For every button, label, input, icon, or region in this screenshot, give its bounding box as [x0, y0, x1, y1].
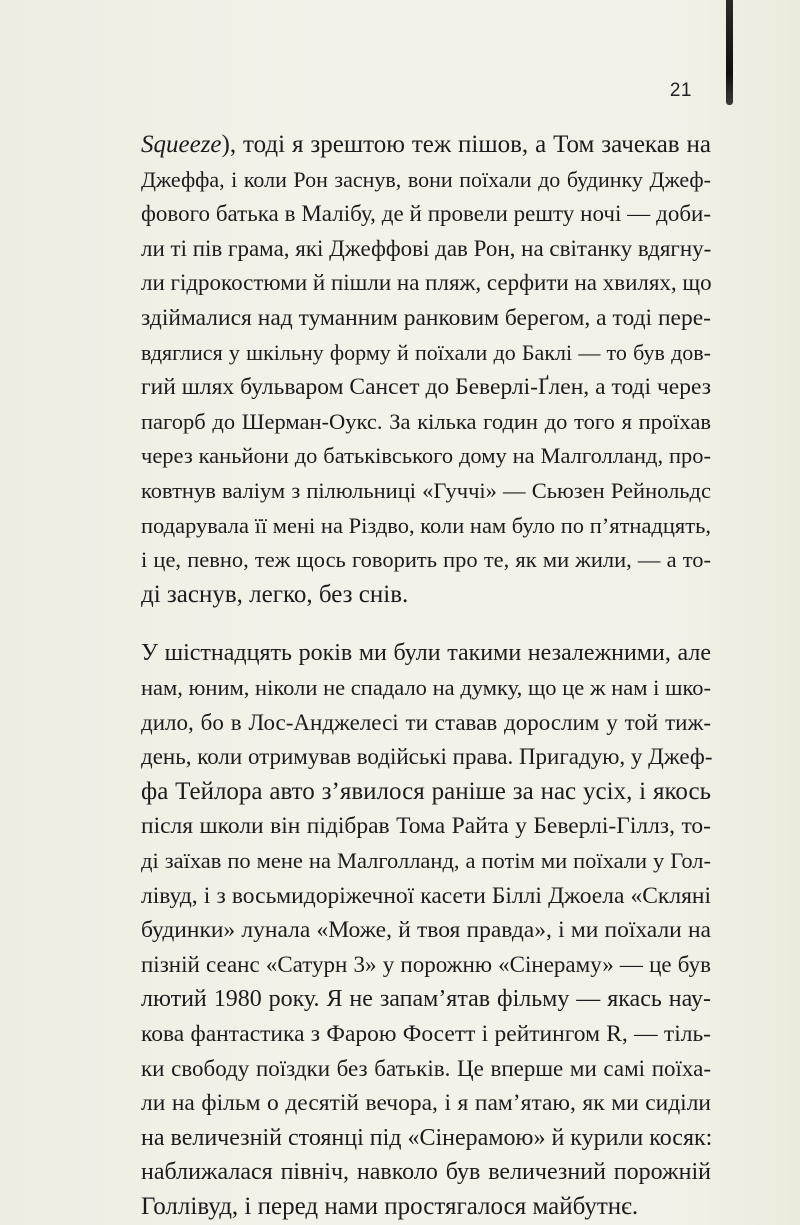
text-line: лівуд, і з восьмидоріжечної касети Біллі Джоела «Скляні	[141, 883, 711, 909]
text-line: ли ті пів грама, які Джеффові дав Рон, на світанку вдягну-	[141, 236, 712, 261]
text-line: гий шлях бульваром Сансет до Беверлі-Ґлен, а тоді через	[141, 374, 711, 400]
line-text: ), тоді я зрештою теж пішов, а Том зачекав на	[221, 131, 711, 158]
text-line: У шістнадцять років ми були такими незалежними, але	[141, 640, 711, 666]
text-line: ковтнув валіум з пілюльниці «Гуччі» — Сьюзен Рейнольдс	[141, 478, 711, 503]
text-line: ли на фільм о десятій вечора, і я пам’ятаю, як ми сиділи	[141, 1090, 711, 1116]
text-line: Джеффа, і коли Рон заснув, вони поїхали до будинку Джеф-	[141, 167, 711, 192]
text-line: кова фантастика з Фарою Фосетт і рейтингом R, — тіль-	[141, 1021, 711, 1047]
text-line: на величезній стоянці під «Сінерамою» й курили косяк:	[141, 1125, 713, 1151]
page-number: 21	[669, 80, 692, 101]
text-line: ки свободу поїздки без батьків. Це вперше ми самі поїха-	[141, 1056, 711, 1081]
text-line: фа Тейлора авто з’явилося раніше за нас усіх, і якось	[141, 778, 711, 805]
page-edge-mark	[726, 0, 733, 105]
italic-word: Squeeze	[141, 131, 222, 158]
text-line: і це, певно, теж щось говорить про те, як ми жили, — а то-	[141, 547, 711, 572]
text-line: здіймалися над туманним ранковим берегом, а тоді пере-	[141, 305, 711, 331]
text-line: дило, бо в Лос-Анджелесі ти ставав дорослим у той тиж-	[141, 710, 711, 735]
text-line: ді заїхав по мене на Малголланд, а потім ми поїхали у Гол-	[141, 848, 711, 873]
text-line: ли гідрокостюми й пішли на пляж, серфити на хвилях, що	[141, 270, 712, 295]
text-line: будинки» лунала «Може, й твоя правда», і ми поїхали на	[141, 917, 711, 943]
text-line: через каньйони до батьківського дому на Малголланд, про-	[141, 443, 711, 468]
text-line: нам, юним, ніколи не спадало на думку, що це ж нам і шко-	[141, 675, 711, 700]
text-line: вдяглися у шкільну форму й поїхали до Баклі — то був дов-	[141, 340, 711, 365]
text-line: день, коли отримував водійські права. Пригадую, у Джеф-	[141, 744, 713, 769]
text-line: Голлівуд, і перед нами простягалося майбутнє.	[141, 1193, 639, 1220]
text-line: лютий 1980 року. Я не запам’ятав фільму — якась нау-	[141, 986, 711, 1012]
text-line: фового батька в Малібу, де й провели решту ночі — доби-	[141, 201, 711, 226]
text-line: подарувала її мені на Різдво, коли нам було по п’ятнадцять,	[141, 513, 711, 538]
text-line: наближалася північ, навколо був величезний порожній	[141, 1159, 711, 1185]
text-line: після школи він підібрав Тома Райта у Беверлі-Гіллз, то-	[141, 813, 711, 839]
text-line: ді заснув, легко, без снів.	[141, 581, 409, 608]
text-line: пагорб до Шерман-Оукс. За кілька годин до того я проїхав	[141, 409, 711, 434]
text-line: пізній сеанс «Сатурн 3» у порожню «Сінераму» — це був	[141, 952, 711, 977]
text-line	[141, 128, 711, 163]
